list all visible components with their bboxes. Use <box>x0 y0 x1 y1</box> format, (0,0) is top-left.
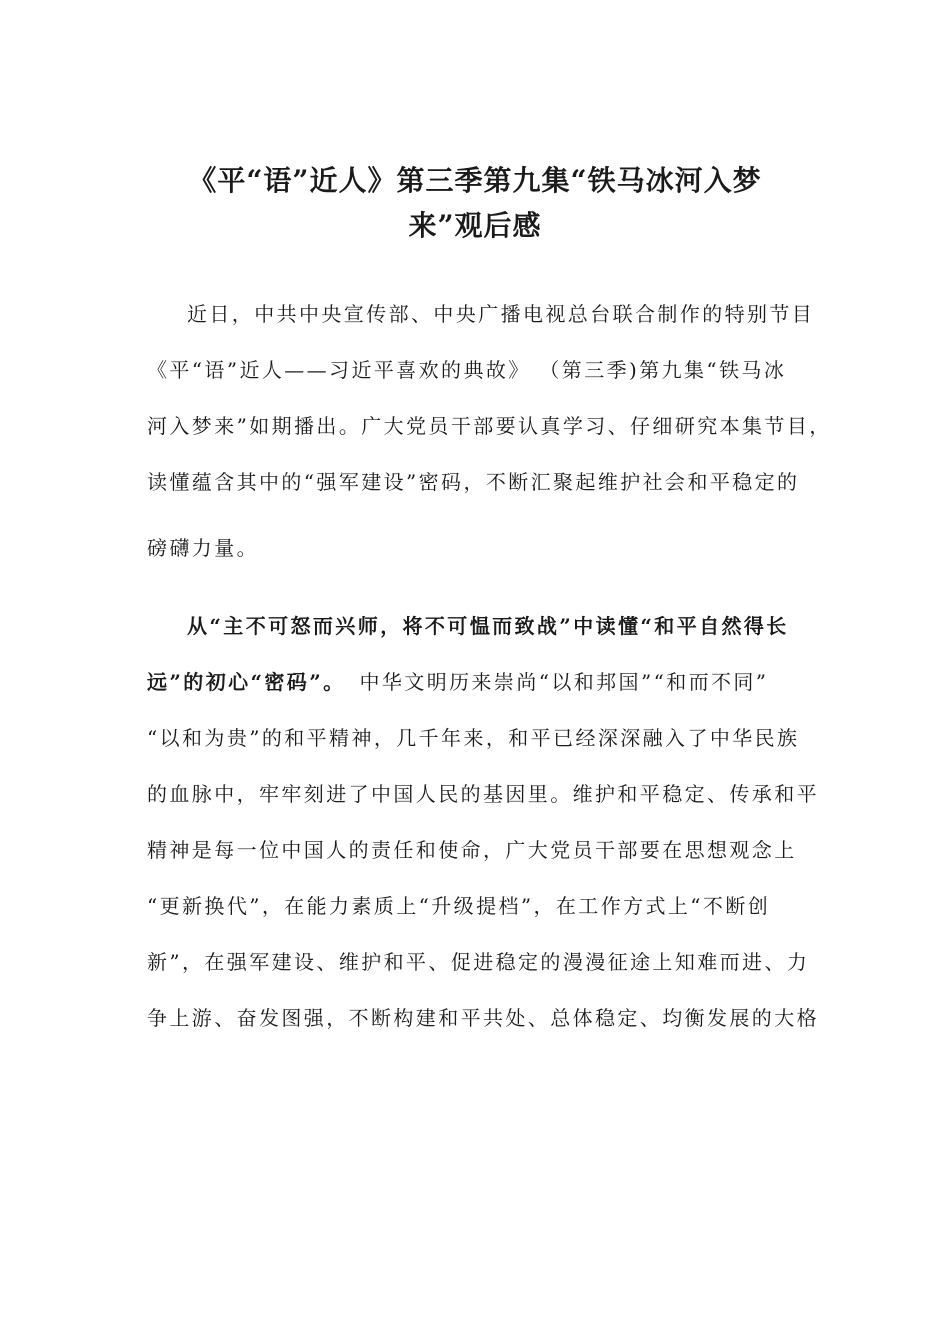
paragraph-line: “以和为贵”的和平精神，几千年来，和平已经深深融入了中华民族 <box>147 726 800 750</box>
paragraph-line: 争上游、奋发图强，不断构建和平共处、总体稳定、均衡发展的大格 <box>147 1006 819 1030</box>
paragraph-line: 新”，在强军建设、维护和平、促进稳定的漫漫征途上知难而进、力 <box>147 950 810 974</box>
intro-paragraph <box>147 286 832 576</box>
paragraph-line: 河入梦来”如期播出。广大党员干部要认真学习、仔细研究本集节目， <box>147 414 832 438</box>
section-heading-line-1: 从“主不可怒而兴师，将不可愠而致战”中读懂“和平自然得长 <box>187 614 789 638</box>
paragraph-text: 中华文明历来崇尚“以和邦国”“和而不同” <box>359 670 769 694</box>
title-line-2: 来”观后感 <box>408 209 542 242</box>
paragraph-line: “更新换代”，在能力素质上“升级提档”，在工作方式上“不断创 <box>147 894 771 918</box>
document-title <box>145 158 805 248</box>
paragraph-line <box>147 654 807 710</box>
paragraph-line: 读懂蕴含其中的“强军建设”密码，不断汇聚起维护社会和平稳定的 <box>147 470 800 494</box>
paragraph-line: 近日，中共中央宣传部、中央广播电视总台联合制作的特别节目 <box>187 302 815 326</box>
title-line-1: 《平“语”近人》第三季第九集“铁马冰河入梦 <box>188 164 762 197</box>
section-paragraph <box>147 598 819 1046</box>
section-heading-line-2: 远”的初心“密码”。 <box>147 670 346 694</box>
paragraph-line: 精神是每一位中国人的责任和使命，广大党员干部要在思想观念上 <box>147 838 797 862</box>
paragraph-line: 磅礴力量。 <box>147 536 259 560</box>
paragraph-line: 《平“语”近人——习近平喜欢的典故》 （第三季)第九集“铁马冰 <box>147 358 787 382</box>
paragraph-line: 的血脉中，牢牢刻进了中国人民的基因里。维护和平稳定、传承和平 <box>147 782 819 806</box>
